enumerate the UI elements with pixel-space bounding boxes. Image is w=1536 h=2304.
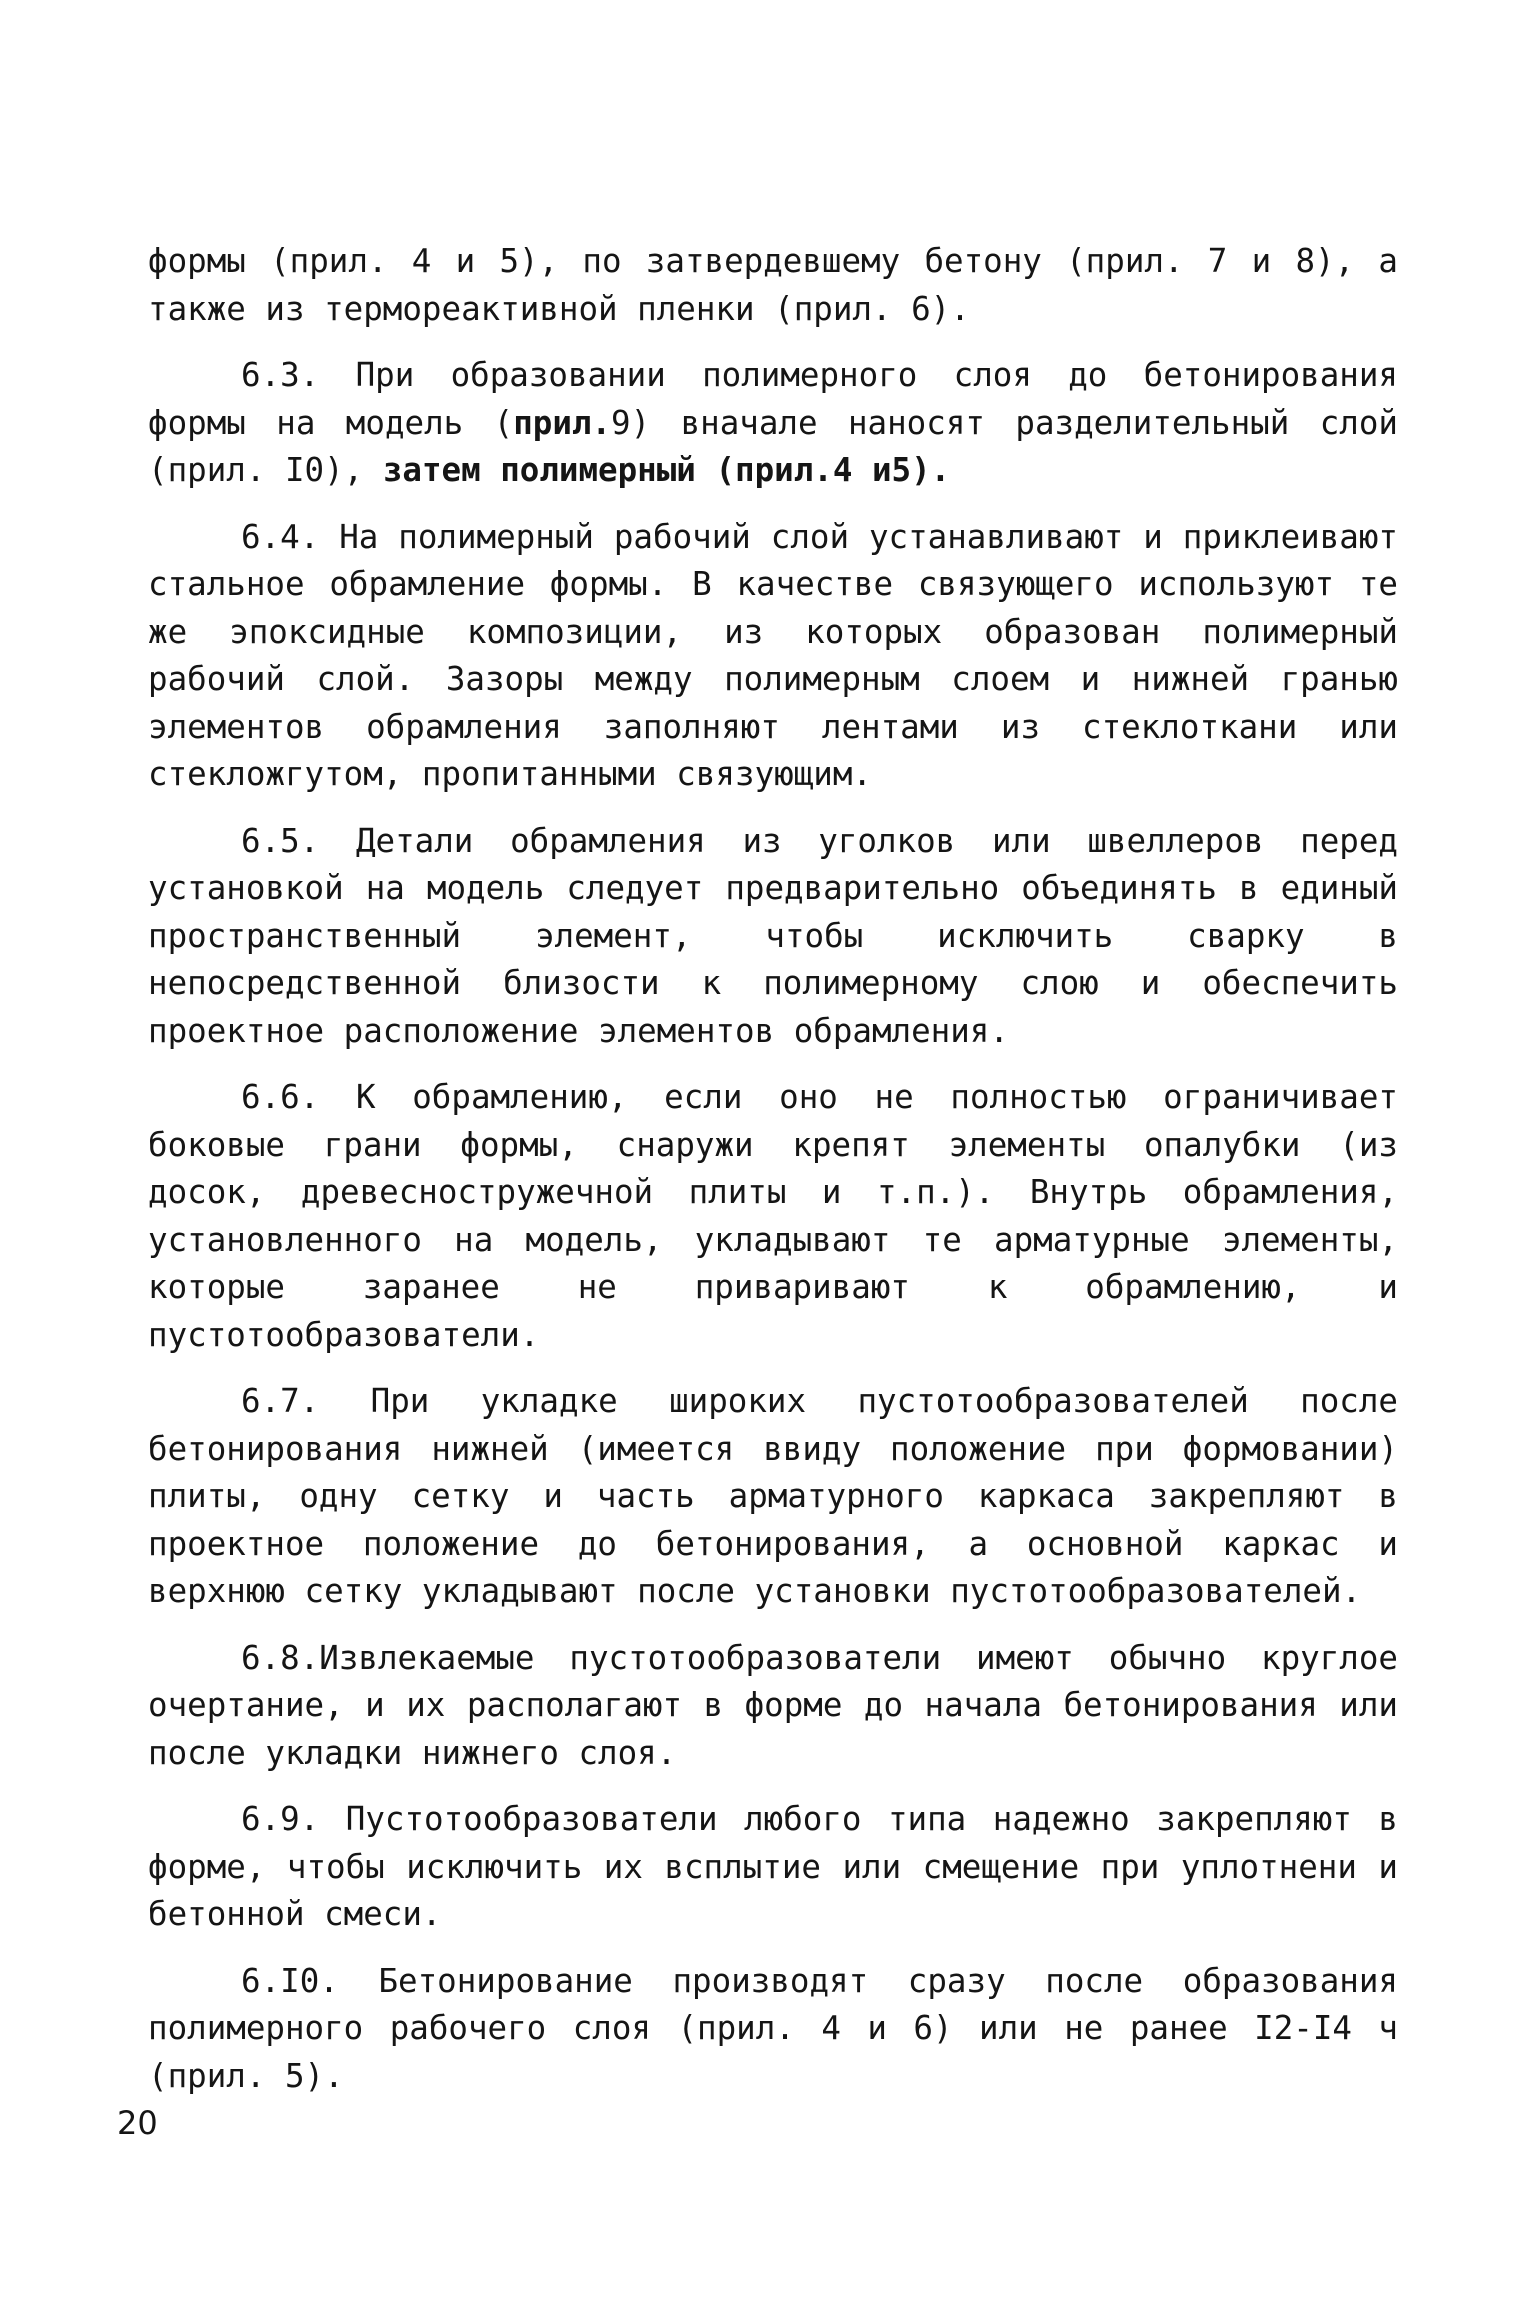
paragraph-6-10	[148, 1958, 1398, 2101]
paragraph-6-6	[148, 1074, 1398, 1359]
paragraph-text: 6.7. При укладке широких пустотообразователей после бетонирования нижней (имеется ввиду положение при формовании) плиты, одну сетку и часть арматурного каркаса закрепляют в проектное положение до бетонирования, а основной каркас и верхнюю сетку укладывают после установки пустотообразователей.	[148, 1382, 1398, 1610]
paragraph-text: формы (прил. 4 и 5), по затвердевшему бетону (прил. 7 и 8), а также из термореактивной пленки (прил. 6).	[148, 242, 1398, 328]
paragraph-text: 6.5. Детали обрамления из уголков или швеллеров перед установкой на модель следует предварительно объединять в единый пространственный элемент, чтобы исключить сварку в непосредственной близости к полимерному слою и обеспечить проектное расположение элементов обрамления.	[148, 821, 1398, 1050]
paragraph-text-continued: 9) вначале наносят разделительный слой (прил. I0),	[148, 403, 1398, 489]
paragraph-6-5	[148, 818, 1398, 1056]
paragraph-text: 6.3. При образовании полимерного слоя до бетонирования формы на модель (	[148, 356, 1398, 442]
paragraph-text: 6.6. К обрамлению, если оно не полностью ограничивает боковые грани формы, снаружи крепят элементы опалубки (из досок, древесностружечной плиты и т.п.). Внутрь обрамления, установленного на модель, укладывают те арматурные элементы, которые заранее не приваривают к обрамлению, и пустотообразователи.	[148, 1078, 1398, 1354]
paragraph-text: 6.8.Извлекаемые пустотообразователи имеют обычно круглое очертание, и их располагают в форме до начала бетонирования или после укладки нижнего слоя.	[148, 1638, 1398, 1772]
bold-reference: прил.	[513, 403, 612, 442]
paragraph-6-7	[148, 1378, 1398, 1616]
paragraph-text: 6.9. Пустотообразователи любого типа надежно закрепляют в форме, чтобы исключить их всплытие или смещение при уплотнени и бетонной смеси.	[148, 1800, 1398, 1933]
paragraph-text: 6.4. На полимерный рабочий слой устанавливают и приклеивают стальное обрамление формы. В качестве связующего используют те же эпоксидные композиции, из которых образован полимерный рабочий слой. Зазоры между полимерным слоем и нижней гранью элементов обрамления заполняют лентами из стеклоткани или стекложгутом, пропитанными связующим.	[148, 517, 1398, 793]
page-number: 20	[117, 2104, 158, 2142]
paragraph-6-4	[148, 514, 1398, 799]
bold-tail: затем полимерный (прил.4 и5).	[382, 451, 951, 489]
paragraph-6-9	[148, 1796, 1398, 1939]
paragraph-text: 6.I0. Бетонирование производят сразу после образования полимерного рабочего слоя (прил. 4 и 6) или не ранее I2-I4 ч (прил. 5).	[148, 1961, 1398, 2095]
body-text	[148, 238, 1398, 2119]
paragraph-continuation	[148, 238, 1398, 333]
paragraph-6-3	[148, 352, 1398, 495]
paragraph-6-8	[148, 1635, 1398, 1778]
